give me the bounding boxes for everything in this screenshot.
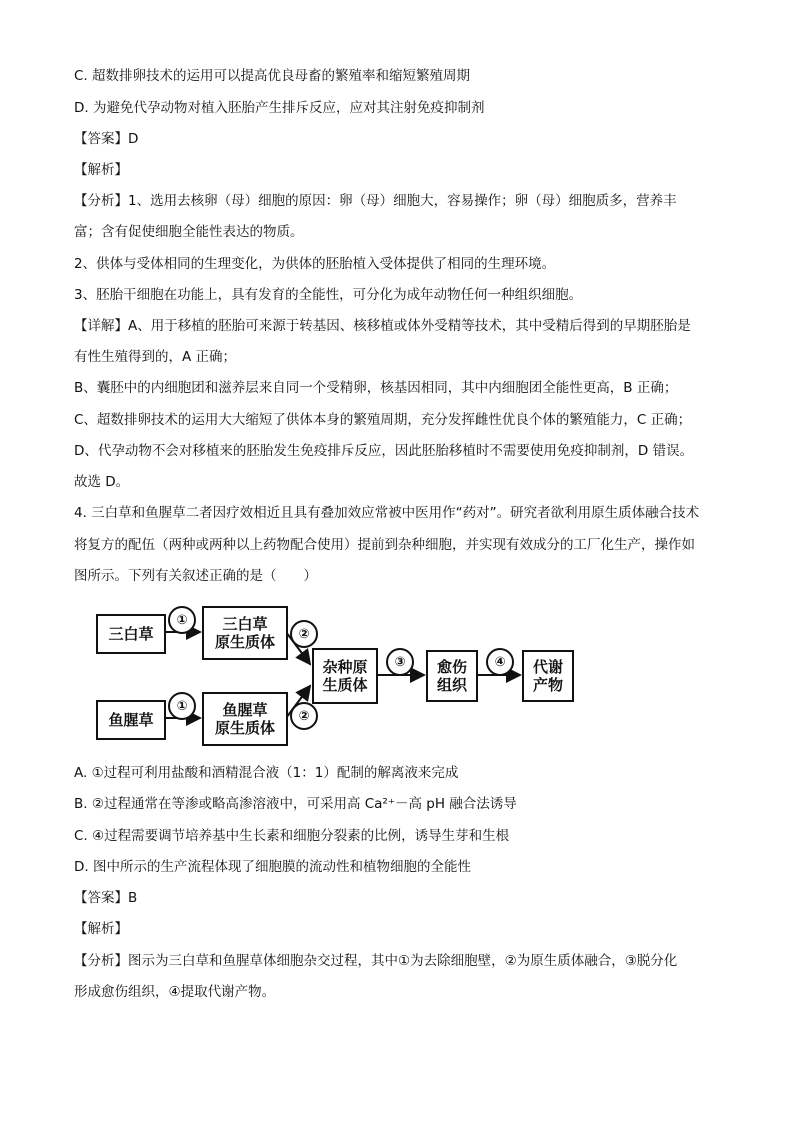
q4-analysis-line-2: 形成愈伤组织，④提取代谢产物。 — [74, 984, 276, 1000]
option-c-text: C. 超数排卵技术的运用可以提高优良母畜的繁殖率和缩短繁殖周期 — [74, 68, 471, 84]
q4-option-a: A. ①过程可利用盐酸和酒精混合液（1：1）配制的解离液来完成 — [74, 765, 459, 781]
conclusion-line: 故选 D。 — [74, 474, 130, 490]
q4-option-c: C. ④过程需要调节培养基中生长素和细胞分裂素的比例，诱导生芽和生根 — [74, 828, 510, 844]
analysis-line-1: 【分析】1、选用去核卵（母）细胞的原因：卵（母）细胞大，容易操作；卵（母）细胞质多，营养丰 — [74, 193, 677, 209]
step-1-marker-bottom: ① — [168, 692, 196, 720]
analysis-line-2: 富；含有促使细胞全能性表达的物质。 — [74, 224, 304, 240]
option-d-text: D. 为避免代孕动物对植入胚胎产生排斥反应，应对其注射免疫抑制剂 — [74, 100, 485, 116]
detail-line-3: B、囊胚中的内细胞团和滋养层来自同一个受精卵，核基因相同，其中内细胞团全能性更高，B 正确； — [74, 380, 678, 396]
box-yuxingcao-protoplast: 鱼腥草 原生质体 — [202, 692, 288, 746]
box-sanbaicao: 三白草 — [96, 614, 166, 654]
question-4-line-3: 图所示。下列有关叙述正确的是（ ） — [74, 568, 317, 584]
analysis-heading: 【解析】 — [74, 162, 128, 178]
q4-analysis-heading: 【解析】 — [74, 921, 128, 937]
box-yuxingcao: 鱼腥草 — [96, 700, 166, 740]
step-4-marker: ④ — [486, 648, 514, 676]
detail-line-5: D、代孕动物不会对移植来的胚胎发生免疫排斥反应，因此胚胎移植时不需要使用免疫抑制剂，D 错误。 — [74, 443, 694, 459]
analysis-line-4: 3、胚胎干细胞在功能上，具有发育的全能性，可分化为成年动物任何一种组织细胞。 — [74, 287, 583, 303]
detail-line-2: 有性生殖得到的，A 正确； — [74, 349, 237, 365]
question-4-line-2: 将复方的配伍（两种或两种以上药物配合使用）提前到杂种细胞，并实现有效成分的工厂化生产，操作如 — [74, 537, 695, 553]
step-3-marker: ③ — [386, 648, 414, 676]
question-4-line-1: 4. 三白草和鱼腥草二者因疗效相近且具有叠加效应常被中医用作“药对”。研究者欲利用原生质体融合技术 — [74, 505, 700, 521]
box-callus: 愈伤 组织 — [426, 650, 478, 702]
step-2-marker-top: ② — [290, 620, 318, 648]
answer-label: 【答案】D — [74, 131, 139, 147]
box-metabolites: 代谢 产物 — [522, 650, 574, 702]
step-1-marker-top: ① — [168, 606, 196, 634]
q4-answer-label: 【答案】B — [74, 890, 138, 906]
detail-line-1: 【详解】A、用于移植的胚胎可来源于转基因、核移植或体外受精等技术，其中受精后得到的早期胚胎是 — [74, 318, 691, 334]
box-hybrid-protoplast: 杂种原 生质体 — [312, 648, 378, 704]
q4-option-d: D. 图中所示的生产流程体现了细胞膜的流动性和植物细胞的全能性 — [74, 859, 471, 875]
analysis-line-3: 2、供体与受体相同的生理变化，为供体的胚胎植入受体提供了相同的生理环境。 — [74, 256, 556, 272]
box-sanbaicao-protoplast: 三白草 原生质体 — [202, 606, 288, 660]
step-2-marker-bottom: ② — [290, 702, 318, 730]
flow-diagram — [92, 600, 592, 750]
detail-line-4: C、超数排卵技术的运用大大缩短了供体本身的繁殖周期，充分发挥雌性优良个体的繁殖能力，C 正确； — [74, 412, 692, 428]
q4-option-b: B. ②过程通常在等渗或略高渗溶液中，可采用高 Ca²⁺－高 pH 融合法诱导 — [74, 796, 517, 812]
q4-analysis-line-1: 【分析】图示为三白草和鱼腥草体细胞杂交过程，其中①为去除细胞壁，②为原生质体融合，③脱分化 — [74, 953, 678, 969]
